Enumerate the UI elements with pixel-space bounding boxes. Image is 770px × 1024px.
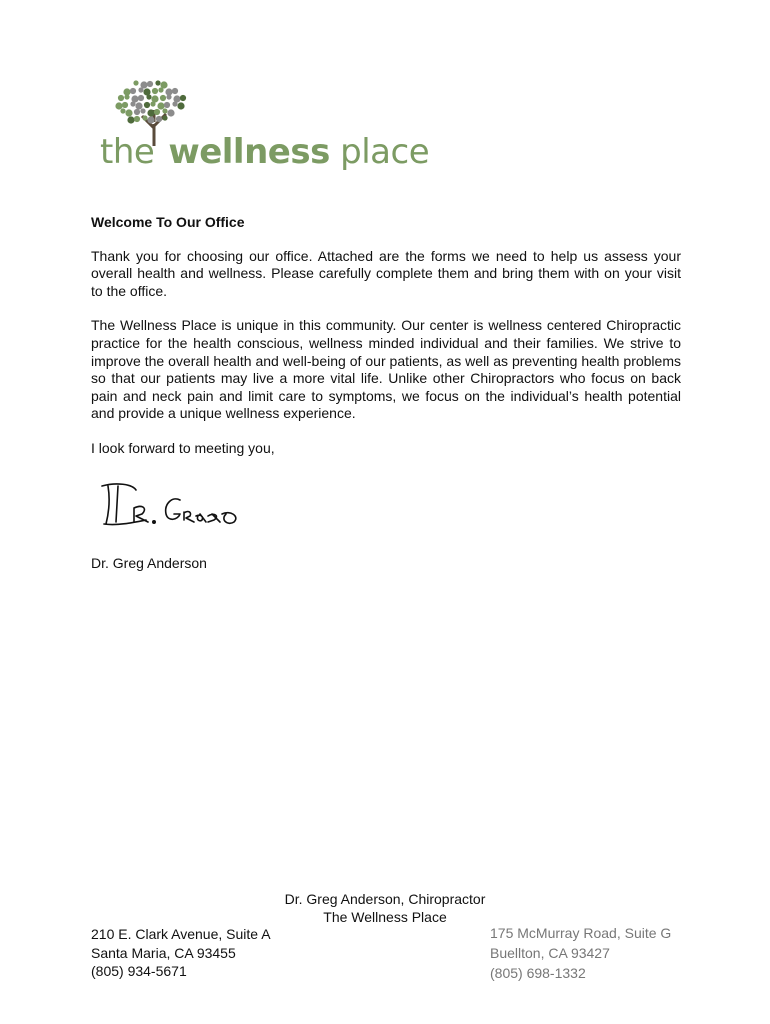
tree-leaf-dot <box>150 101 155 106</box>
tree-leaf-dot <box>177 102 184 109</box>
tree-leaf-dot <box>142 115 147 120</box>
tree-leaf-dot <box>155 80 160 85</box>
tree-leaf-dot <box>160 95 166 101</box>
tree-leaf-dot <box>164 102 170 108</box>
tree-leaf-dot <box>147 109 154 116</box>
footer-practice-name: The Wellness Place <box>323 909 447 925</box>
footer-center <box>230 890 540 926</box>
tree-leaf-dot <box>124 94 129 99</box>
letter-heading: Welcome To Our Office <box>91 214 245 230</box>
tree-leaf-dot <box>172 88 178 94</box>
tree-leaf-dot <box>133 80 138 85</box>
tree-leaf-dot <box>134 109 140 115</box>
tree-leaf-dot <box>147 116 154 123</box>
phone-number: (805) 698-1332 <box>490 965 586 981</box>
tree-leaf-dot <box>158 87 163 92</box>
tree-leaf-dot <box>138 95 144 101</box>
letter-paragraph-intro: Thank you for choosing our office. Attached are the forms we need to help us assess your overall health and wellness. Please carefully complete them and bring them with on your visit to the office. <box>91 247 681 299</box>
address-line: 175 McMurray Road, Suite G <box>490 925 672 941</box>
address-line: Buellton, CA 93427 <box>490 945 610 961</box>
address-santa-maria <box>91 925 271 981</box>
address-line: 210 E. Clark Avenue, Suite A <box>91 926 271 942</box>
letter-paragraph-about: The Wellness Place is unique in this community. Our center is wellness centered Chiropractic practice for the health conscious, wellness minded individual and their families. We strive to improve the overall health and well-being of our patients, as well as preventing health problems so that our patients may live a more vital life. Unlike other Chiropractors who focus on back pain and neck pain and limit care to symptoms, we focus on the individual’s health potential and provide a unique wellness experience. <box>91 317 681 422</box>
handwritten-signature <box>96 478 246 534</box>
tree-leaf-dot <box>166 94 171 99</box>
tree-leaf-dot <box>130 88 136 94</box>
tree-leaf-dot <box>144 102 150 108</box>
tree-leaf-dot <box>118 95 124 101</box>
tree-leaf-dot <box>115 102 122 109</box>
tree-leaf-dot <box>127 116 134 123</box>
phone-number: (805) 934-5671 <box>91 963 187 979</box>
tree-leaf-dot <box>167 109 174 116</box>
tree-leaf-dot <box>140 108 145 113</box>
tree-leaf-dot <box>134 116 140 122</box>
tree-leaf-dot <box>147 81 153 87</box>
tree-leaf-dot <box>154 109 160 115</box>
tree-leaf-dot <box>138 87 143 92</box>
wellness-place-logo <box>96 76 430 186</box>
tree-leaf-dot <box>146 94 151 99</box>
logo-text-place: place <box>340 132 430 172</box>
address-buellton <box>490 923 671 983</box>
tree-leaf-dot <box>180 95 186 101</box>
tree-leaf-dot <box>122 102 128 108</box>
logo-text-the: the <box>100 132 155 172</box>
tree-leaf-dot <box>162 115 167 120</box>
footer-doctor-title: Dr. Greg Anderson, Chiropractor <box>284 891 486 907</box>
tree-leaf-dot <box>120 108 125 113</box>
tree-leaf-dot <box>172 101 177 106</box>
tree-leaf-dot <box>125 109 132 116</box>
letter-closing: I look forward to meeting you, <box>91 439 275 456</box>
tree-leaf-dot <box>152 88 158 94</box>
tree-leaf-dot <box>157 102 164 109</box>
tree-leaf-dot <box>130 101 135 106</box>
logo-wordmark <box>100 132 429 172</box>
address-line: Santa Maria, CA 93455 <box>91 944 236 961</box>
tree-leaf-dot <box>156 116 162 122</box>
signer-name: Dr. Greg Anderson <box>91 555 207 571</box>
tree-leaf-dot <box>162 108 167 113</box>
letter-body <box>91 214 681 475</box>
logo-text-wellness: wellness <box>168 132 330 172</box>
tree-leaf-dot <box>135 102 142 109</box>
